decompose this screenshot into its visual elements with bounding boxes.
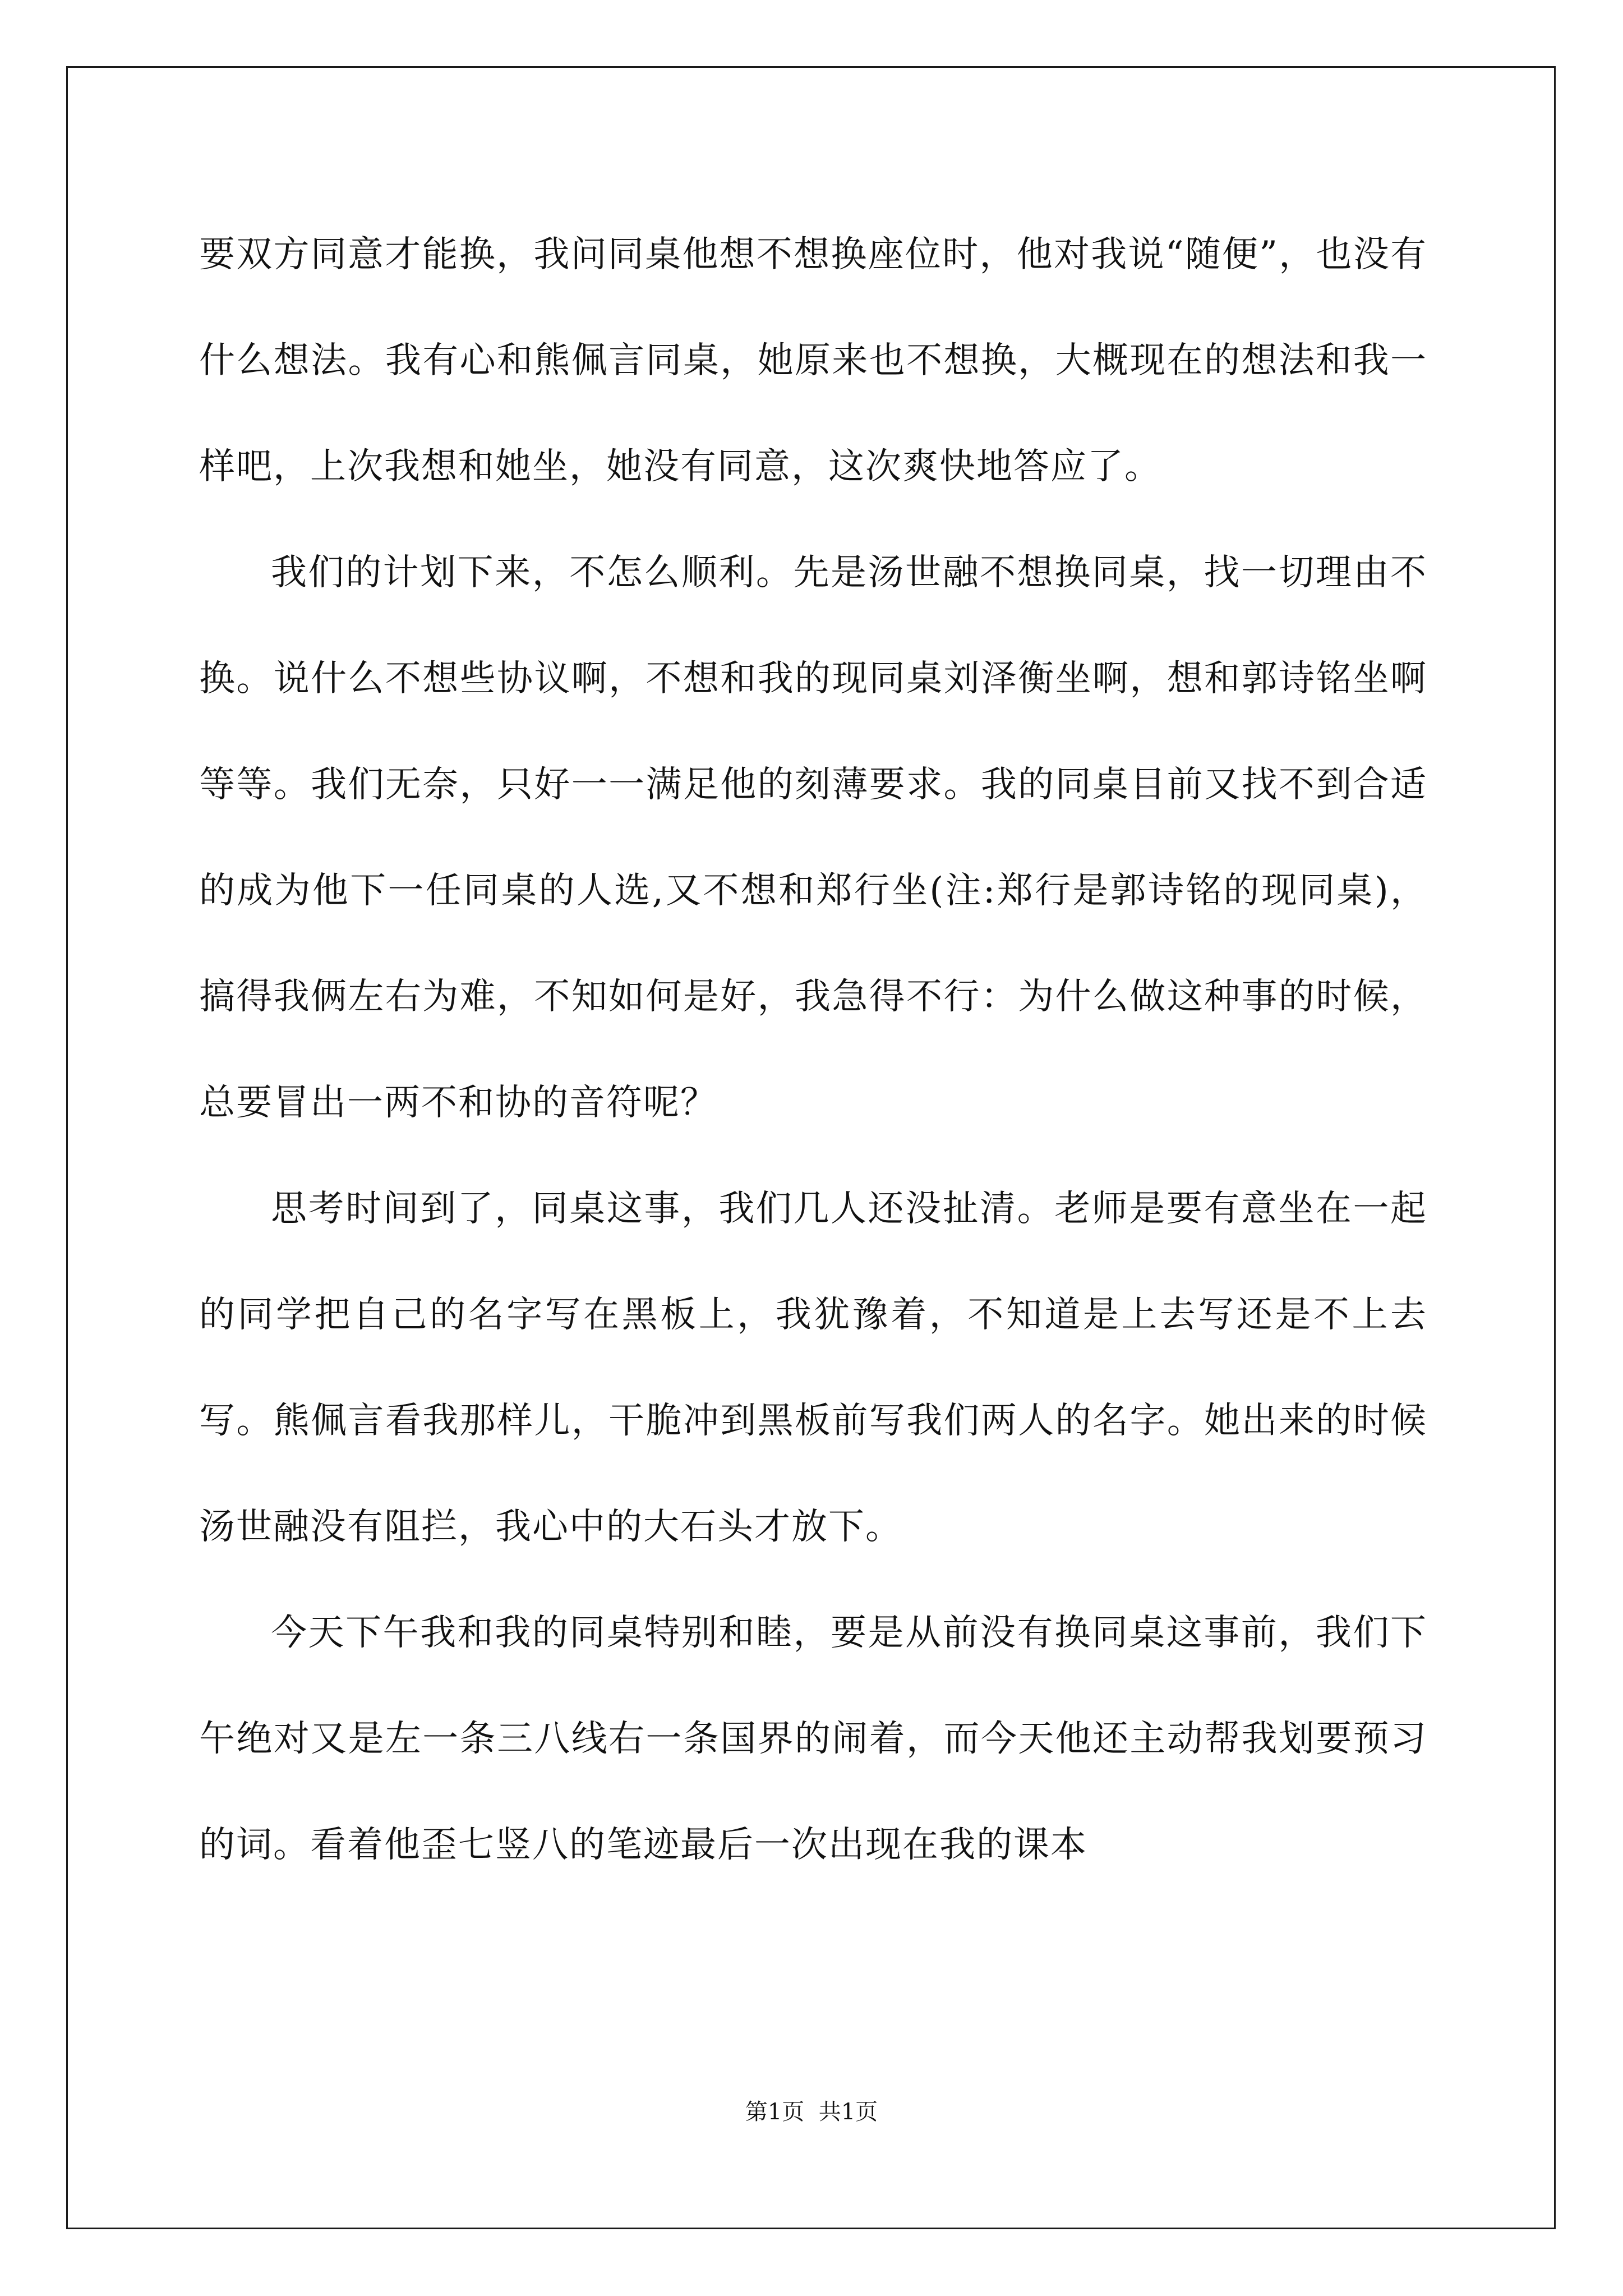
footer-separator: [804, 2099, 818, 2125]
paragraph-2: 我们的计划下来，不怎么顺利。先是汤世融不想换同桌，找一切理由不换。说什么不想些协议啊，不想和我的现同桌刘泽衡坐啊，想和郭诗铭坐啊等等。我们无奈，只好一一满足他的刻薄要求。我的同桌目前又找不到合适的成为他下一任同桌的人选,又不想和郑行坐(注:郑行是郭诗铭的现同桌)，搞得我俩左右为难，不知如何是好，我急得不行：为什么做这种事的时候，总要冒出一两不和协的音符呢？: [199, 552, 1427, 1124]
page-footer: [0, 2098, 1623, 2126]
page-total: 共1页: [818, 2099, 878, 2125]
page-number: 第1页: [745, 2099, 805, 2125]
document-body: [199, 202, 1427, 1898]
paragraph-1: 要双方同意才能换，我问同桌他想不想换座位时，他对我说“随便”，也没有什么想法。我有心和熊佩言同桌，她原来也不想换，大概现在的想法和我一样吧，上次我想和她坐，她没有同意，这次爽快地答应了。: [199, 234, 1427, 487]
paragraph-3: 思考时间到了，同桌这事，我们几人还没扯清。老师是要有意坐在一起的同学把自己的名字写在黑板上，我犹豫着，不知道是上去写还是不上去写。熊佩言看我那样儿，干脆冲到黑板前写我们两人的名字。她出来的时候汤世融没有阻拦，我心中的大石头才放下。: [199, 1188, 1427, 1548]
paragraph-4: 今天下午我和我的同桌特别和睦，要是从前没有换同桌这事前，我们下午绝对又是左一条三八线右一条国界的闹着，而今天他还主动帮我划要预习的词。看着他歪七竖八的笔迹最后一次出现在我的课本: [199, 1612, 1427, 1866]
